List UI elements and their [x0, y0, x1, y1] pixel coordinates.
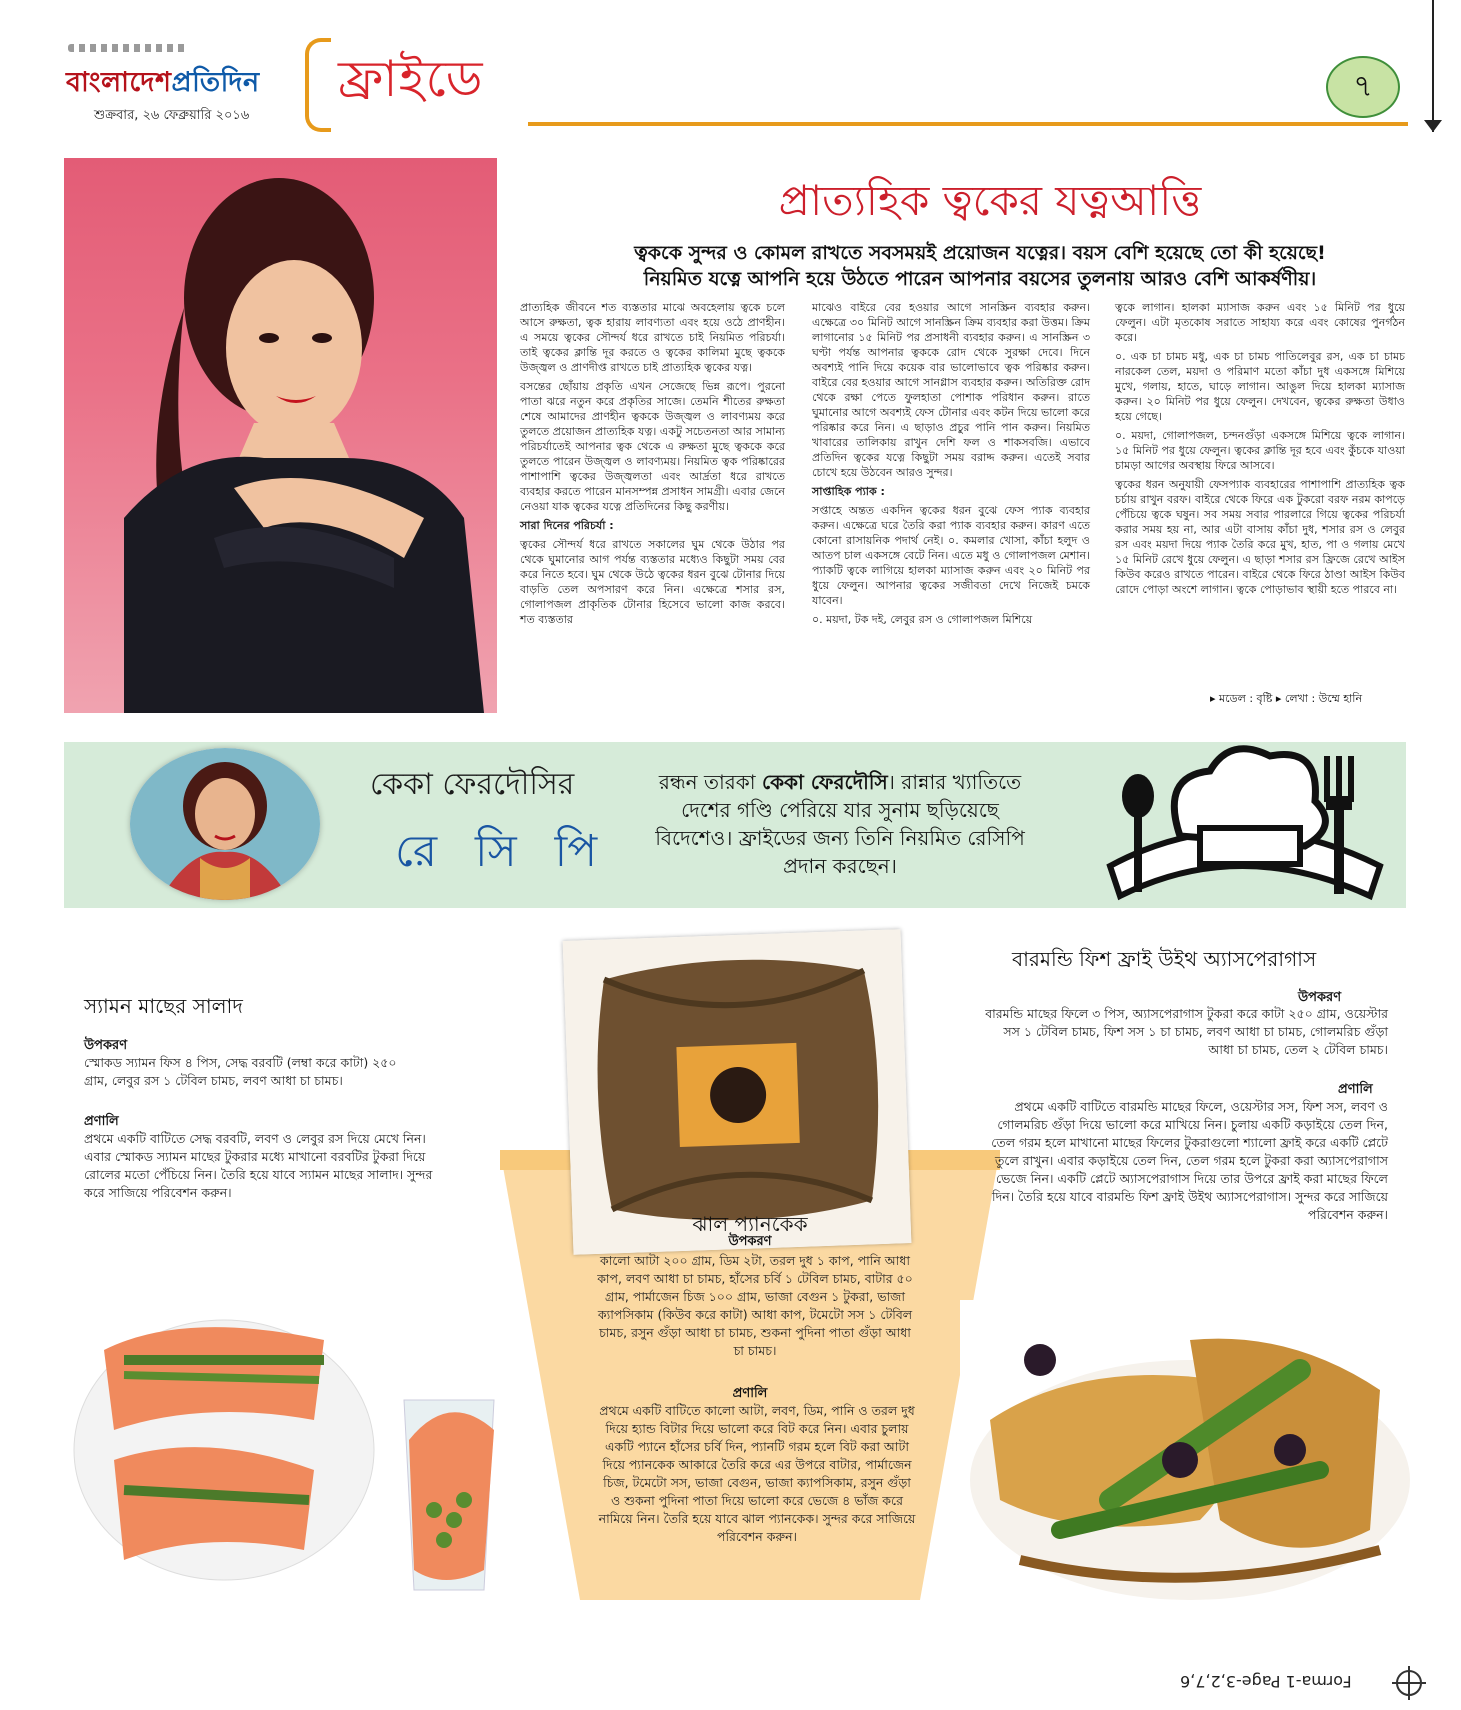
article-credit: ▸ মডেল : বৃষ্টি ▸ লেখা : উম্মে হানি	[1210, 692, 1363, 705]
paragraph: ০. এক চা চামচ মধু, এক চা চামচ পাতিলেবুর রস, এক চা চামচ নারকেল তেল, ময়দা ও পরিমাণ মতো কাঁচা দুধ একসঙ্গে মিশিয়ে মুখে, গলায়, হাতে, ঘাড়ে লাগান। আঙুল দিয়ে হালকা ম্যাসাজ করুন। ২০ মিনিট পর ধুয়ে ফেলুন। দেখবেন, ত্বকের রুক্ষতা উধাও হয়ে গেছে।	[1115, 350, 1405, 423]
method-heading: প্রণালি	[84, 1114, 119, 1129]
intro-pre: রন্ধন তারকা	[658, 770, 756, 794]
chef-hat-icon	[1090, 716, 1390, 916]
method-heading: প্রণালি	[1338, 1082, 1373, 1097]
paragraph: ত্বকে লাগান। হালকা ম্যাসাজ করুন এবং ১৫ মিনিট পর ধুয়ে ফেলুন। এটা মৃতকোষ সরাতে সাহায্য করে এবং কোষের পুনর্গঠন করে।	[1115, 301, 1405, 344]
ingredients-heading: উপকরণ	[1298, 990, 1342, 1005]
pancake-method: প্রথমে একটি বাটিতে কালো আটা, লবণ, ডিম, পানি ও তরল দুধ দিয়ে হ্যান্ড বিটার দিয়ে ভালো করে বিট করে নিন। এবার চুলায় একটি প্যানে হাঁসের চর্বি দিন, প্যানটি গরম হলে বিট করা আটা দিয়ে প্যানকেক আকারে তৈরি করে এর উপরে বাটার, পার্মাজেন চিজ, টমেটো সস, ভাজা বেগুন, ভাজা ক্যাপসিকাম, রসুন গুঁড়া ও শুকনা পুদিনা পাতা দিয়ে ভালো করে ভেজে ৪ ভাঁজ করে নামিয়ে নিন। তৈরি হয়ে যাবে ঝাল প্যানকেক। সুন্দর করে সাজিয়ে পরিবেশন করুন।	[598, 1403, 916, 1544]
paragraph: প্রাত্যহিক জীবনে শত ব্যস্ততার মাঝে অবহেলায় ত্বকে চলে আসে রুক্ষতা, ত্বক হারায় লাবণ্যতা এবং হয়ে ওঠে প্রাণহীন। এ সময়ে ত্বকের সৌন্দর্য ধরে রাখতে চাই নিয়মিত পরিচর্যা। তাই ত্বকের ক্লান্তি দূর করতে ও ত্বকের কালিমা মুছে ত্বককে উজ্জ্বল ও প্রাণদীপ্ত রাখতে চাই প্রাত্যহিক ত্বকের যত্ন।	[520, 301, 785, 374]
article-column-3	[1115, 300, 1405, 601]
ingredients-heading: উপকরণ	[84, 1038, 128, 1053]
model-photo	[64, 158, 497, 713]
paragraph: বসন্তের ছোঁয়ায় প্রকৃতি এখন সেজেছে ভিন্ন রূপে। পুরনো পাতা ঝরে নতুন করে প্রকৃতির সাজে। তেমনি শীতের রুক্ষতা শেষে আমাদের প্রাণহীন ত্বককে উজ্জ্বল ও লাবণ্যময় করে তুলতে প্রয়োজন প্রাত্যহিক যত্ন। একটু সচেতনতা আর সামান্য পরিচর্যাতেই আপনার ত্বক থেকে এ রুক্ষতা মুছে ত্বককে করে তুলতে পারেন উজ্জ্বল ও লাবণ্যময়। নিয়মিত ত্বক পরিষ্কারের পাশাপাশি ত্বকের উজ্জ্বলতা এবং আর্দ্রতা ধরে রাখতে ব্যবহার করতে পারেন মানসম্পন্ন প্রসাধন সামগ্রী। এবার জেনে নেওয়া যাক ত্বকের যত্নে প্রতিদিনের কিছু করণীয়।	[520, 380, 785, 513]
paragraph: ০. ময়দা, গোলাপজল, চন্দনগুঁড়া একসঙ্গে মিশিয়ে ত্বকে লাগান। ১৫ মিনিট পর ধুয়ে ফেলুন। ত্বকের ক্লান্তি দূর হবে এবং কুঁচকে যাওয়া চামড়া আগের অবস্থায় ফিরে আসবে।	[1115, 429, 1405, 472]
article-column-2	[812, 300, 1090, 631]
masthead-dots	[68, 44, 188, 52]
fish-method: প্রথমে একটি বাটিতে বারমন্ডি মাছের ফিলে, ওয়েস্টার সস, ফিশ সস, লবণ ও গোলমরিচ গুঁড়া দিয়ে ভালো করে মাখিয়ে নিন। চুলায় একটি কড়াইয়ে তেল দিন, তেল গরম হলে মাখানো মাছের ফিলের টুকরাগুলো শ্যালো ফ্রাই করে একটি প্লেটে তুলে রাখুন। এবার কড়াইয়ে তেল দিন, তেল গরম হলে টুকরা করা অ্যাসপেরাগাস ভেজে নিন। একটি প্লেটে অ্যাসপেরাগাস দিয়ে তার উপরে ফ্রাই করা মাছের ফিলে দিন। তৈরি হয়ে যাবে বারমন্ডি ফিশ ফ্রাই উইথ অ্যাসপেরাগাস। সুন্দর করে সাজিয়ে পরিবেশন করুন।	[991, 1099, 1388, 1222]
salmon-illustration	[64, 1270, 534, 1600]
pancake-photo	[563, 929, 912, 1255]
chef-intro	[640, 768, 1040, 880]
ingredients-heading: উপকরণ	[728, 1234, 772, 1249]
article-lead	[540, 240, 1420, 292]
article-title: প্রাত্যহিক ত্বকের যত্নআত্তি	[778, 176, 1202, 225]
issue-date: শুক্রবার, ২৬ ফেব্রুয়ারি ২০১৬	[94, 108, 250, 123]
intro-post: । রান্নার খ্যাতিতে দেশের গণ্ডি পেরিয়ে যার সুনাম ছড়িয়েছে বিদেশেও। ফ্রাইডের জন্য তিনি নিয়মিত রেসিপি প্রদান করছেন।	[655, 770, 1025, 878]
recipe-title-salmon: স্যামন মাছের সালাদ	[84, 994, 243, 1018]
recipe-title-fish: বারমন্ডি ফিশ ফ্রাই উইথ অ্যাসপেরাগাস	[1012, 947, 1317, 971]
registration-mark-icon	[1396, 1670, 1422, 1696]
model-illustration	[64, 158, 497, 713]
page-number-badge: ৭	[1326, 56, 1400, 118]
intro-chef-name: কেকা ফেরদৌসি	[761, 770, 888, 794]
subheading-weekly-pack: সাপ্তাহিক প্যাক :	[812, 485, 885, 498]
header-rule	[528, 122, 1408, 126]
paragraph: মাঝেও বাইরে বের হওয়ার আগে সানস্ক্রিন ব্যবহার করুন। এক্ষেত্রে ৩০ মিনিট আগে সানস্ক্রিন ক্রিম ব্যবহার করা উত্তম। ক্রিম লাগানোর ১৫ মিনিট পর প্রসাধনী ব্যবহার করুন। এ সানস্ক্রিন ৩ ঘণ্টা পর্যন্ত আপনার ত্বককে রোদ থেকে সুরক্ষা দেবে। দিনে অবশ্যই পানি দিয়ে কয়েক বার ভালোভাবে ত্বক পরিষ্কার করুন। বাইরে বের হওয়ার আগে সানগ্লাস ব্যবহার করুন। অতিরিক্ত রোদ থেকে রক্ষা পেতে ফুলহাতা পোশাক পরিধান করুন। রাতে ঘুমানোর আগে অবশ্যই ফেস টোনার এবং কটন দিয়ে ভালো করে পরিষ্কার করে নিন। এ ছাড়াও প্রচুর পানি পান করুন। নিয়মিত খাবারের তালিকায় রাখুন দেশি ফল ও শাকসবজি। এভাবে প্রতিদিন ত্বকের যত্নে কিছুটা সময় বরাদ্দ করুন। এতেই সবার চোখে হয়ে উঠবেন আরও সুন্দর।	[812, 301, 1090, 479]
fish-fry-photo	[960, 1300, 1410, 1600]
paragraph: ত্বকের সৌন্দর্য ধরে রাখতে সকালের ঘুম থেকে উঠার পর থেকে ঘুমানোর আগ পর্যন্ত ব্যস্ততার মধ্যেও কিছুটা সময় বের করে নিতে হবে। ঘুম থেকে উঠে ত্বকের ধরন বুঝে টোনার দিয়ে বাড়তি তেল অপসারণ করে নিন। এক্ষেত্রে শসার রস, গোলাপজল প্রাকৃতিক টোনার হিসেবে ভালো কাজ করবে। শত ব্যস্ততার	[520, 538, 785, 626]
paper-name-part1: বাংলাদেশ	[66, 67, 172, 98]
section-bracket	[305, 38, 331, 132]
pancake-ingredients: কালো আটা ২০০ গ্রাম, ডিম ২টা, তরল দুধ ১ কাপ, পানি আধা কাপ, লবণ আধা চা চামচ, হাঁসের চর্বি ১ টেবিল চামচ, বাটার ৫০ গ্রাম, পার্মাজেন চিজ ১০০ গ্রাম, ভাজা বেগুন ১ টুকরা, ভাজা ক্যাপসিকাম (কিউব করে কাটা) আধা কাপ, টমেটো সস ১ টেবিল চামচ, রসুন গুঁড়া আধা চা চামচ, শুকনা পুদিনা পাতা গুঁড়া আধা চা চামচ।	[597, 1253, 913, 1358]
paper-name[interactable]	[66, 62, 260, 107]
lead-line-2: নিয়মিত যত্নে আপনি হয়ে উঠতে পারেন আপনার বয়সের তুলনায় আরও বেশি আকর্ষণীয়।	[643, 268, 1317, 290]
pancake-illustration	[563, 929, 912, 1255]
subheading-daily-care: সারা দিনের পরিচর্যা :	[520, 519, 614, 532]
paragraph: ০. ময়দা, টক দই, লেবুর রস ও গোলাপজল মিশিয়ে	[812, 613, 1033, 626]
section-title[interactable]: ফ্রাইডে	[338, 50, 484, 108]
paragraph: ত্বকের ধরন অনুযায়ী ফেসপ্যাক ব্যবহারের পাশাপাশি প্রাত্যহিক ত্বক চর্চায় রাখুন বরফ। বাইরে থেকে ফিরে এক টুকরো বরফ নরম কাপড়ে পেঁচিয়ে ত্বকে ঘষুন। সব সময় সবার পারলারে গিয়ে ত্বকের পরিচর্যা করার সময় হয় না, আর এটা বাসায় কাঁচা দুধ, শসার রস ও লেবুর রস এবং ময়দা দিয়ে প্যাক তৈরি করে মুখ, হাত, পা ও গলায় মেখে ১৫ মিনিট রেখে ধুয়ে ফেলুন। এ ছাড়া শসার রস ফ্রিজে রেখে আইস কিউব করেও রাখতে পারেন। বাইরে থেকে ফিরে ঠাণ্ডা আইস কিউব রোদে পোড়া অংশে লাগান। ত্বকে পোড়াভাব স্থায়ী হতে পারবে না।	[1115, 478, 1405, 596]
salmon-ingredients: স্মোকড স্যামন ফিস ৪ পিস, সেদ্ধ বরবটি (লম্বা করে কাটা) ২৫০ গ্রাম, লেবুর রস ১ টেবিল চামচ, লবণ আধা চা চামচ।	[84, 1055, 397, 1088]
chef-photo	[130, 748, 320, 900]
recipe-heading: রে সি পি	[395, 826, 610, 877]
chef-hat-graphic	[1090, 716, 1390, 916]
crop-line	[1432, 0, 1434, 132]
forma-label: Forma-1 Page-3,2,7,6	[1180, 1672, 1352, 1691]
salmon-method: প্রথমে একটি বাটিতে সেদ্ধ বরবটি, লবণ ও লেবুর রস দিয়ে মেখে নিন। এবার স্মোকড স্যামন মাছের টুকরার মধ্যে মাখানো বরবটির টুকরা দিয়ে রোলের মতো পেঁচিয়ে নিন। তৈরি হয়ে যাবে স্যামন মাছের সালাদ। সুন্দর করে সাজিয়ে পরিবেশন করুন।	[84, 1131, 433, 1200]
paragraph: সপ্তাহে অন্তত একদিন ত্বকের ধরন বুঝে ফেস প্যাক ব্যবহার করুন। এক্ষেত্রে ঘরে তৈরি করা প্যাক ব্যবহার করুন। কারণ এতে কোনো রাসায়নিক পদার্থ নেই। ০. কমলার খোসা, কাঁচা হলুদ ও আতপ চাল একসঙ্গে বেটে নিন। এতে মধু ও গোলাপজল মেশান। প্যাকটি ত্বকে লাগিয়ে হালকা ম্যাসাজ করুন এবং ২০ মিনিট পর ধুয়ে ফেলুন। আপনার ত্বকের সজীবতা দেখে নিজেই চমকে যাবেন।	[812, 504, 1090, 607]
recipe-title-pancake: ঝাল প্যানকেক	[692, 1212, 808, 1236]
fish-ingredients: বারমন্ডি মাছের ফিলে ৩ পিস, অ্যাসপেরাগাস টুকরা করে কাটা ২৫০ গ্রাম, ওয়েস্টার সস ১ টেবিল চামচ, ফিশ সস ১ চা চামচ, লবণ আধা চা চামচ, গোলমরিচ গুঁড়া আধা চা চামচ, তেল ২ টেবিল চামচ।	[985, 1006, 1388, 1057]
arrow-down-icon	[1424, 120, 1442, 132]
chef-illustration	[130, 748, 320, 900]
fish-illustration	[960, 1300, 1410, 1600]
salmon-salad-photo	[64, 1270, 534, 1600]
lead-line-1: ত্বককে সুন্দর ও কোমল রাখতে সবসময়ই প্রয়োজন যত্নের। বয়স বেশি হয়েছে তো কী হয়েছে!	[634, 242, 1326, 264]
paper-name-part2: প্রতিদিন	[171, 67, 260, 98]
article-column-1	[520, 300, 785, 631]
method-heading: প্রণালি	[732, 1386, 768, 1401]
chef-name-heading: কেকা ফেরদৌসির	[370, 767, 575, 802]
